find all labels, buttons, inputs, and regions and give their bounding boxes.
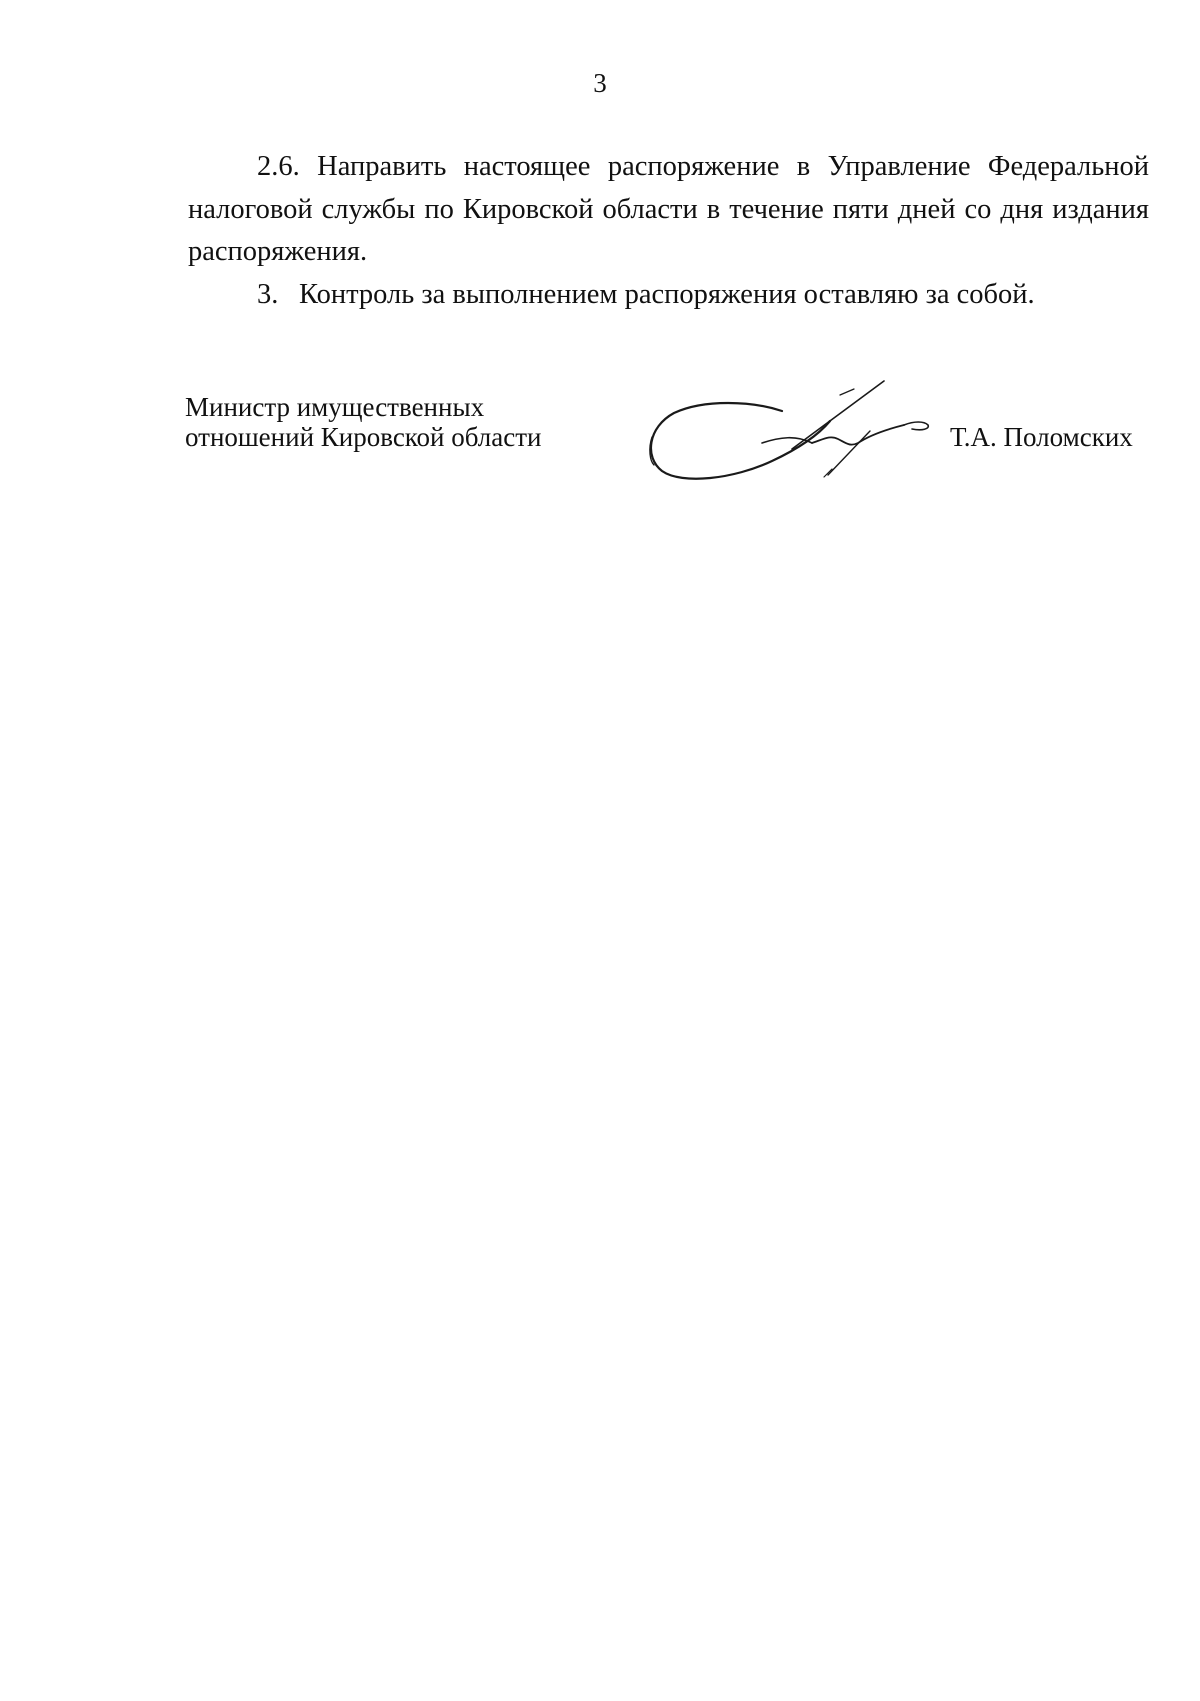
position-line-1: Министр имущественных — [185, 392, 485, 422]
paragraph-3 — [188, 274, 1149, 317]
paragraph-2-6: 2.6. Направить настоящее распоряжение в Управление Федеральной налоговой службы по Кировской области в течение пяти дней со дня издания распоряжения. — [188, 151, 1149, 267]
document-body — [188, 146, 1149, 316]
page-number: 3 — [593, 68, 607, 98]
position-line-2: отношений Кировской области — [185, 422, 542, 452]
paragraph-text: Контроль за выполнением распоряжения оставляю за собой. — [299, 278, 1035, 310]
signatory-position — [185, 392, 542, 452]
paragraph-number: 3. — [257, 278, 279, 310]
signer-name: Т.А. Поломских — [950, 422, 1133, 452]
handwritten-signature-icon — [642, 365, 962, 495]
